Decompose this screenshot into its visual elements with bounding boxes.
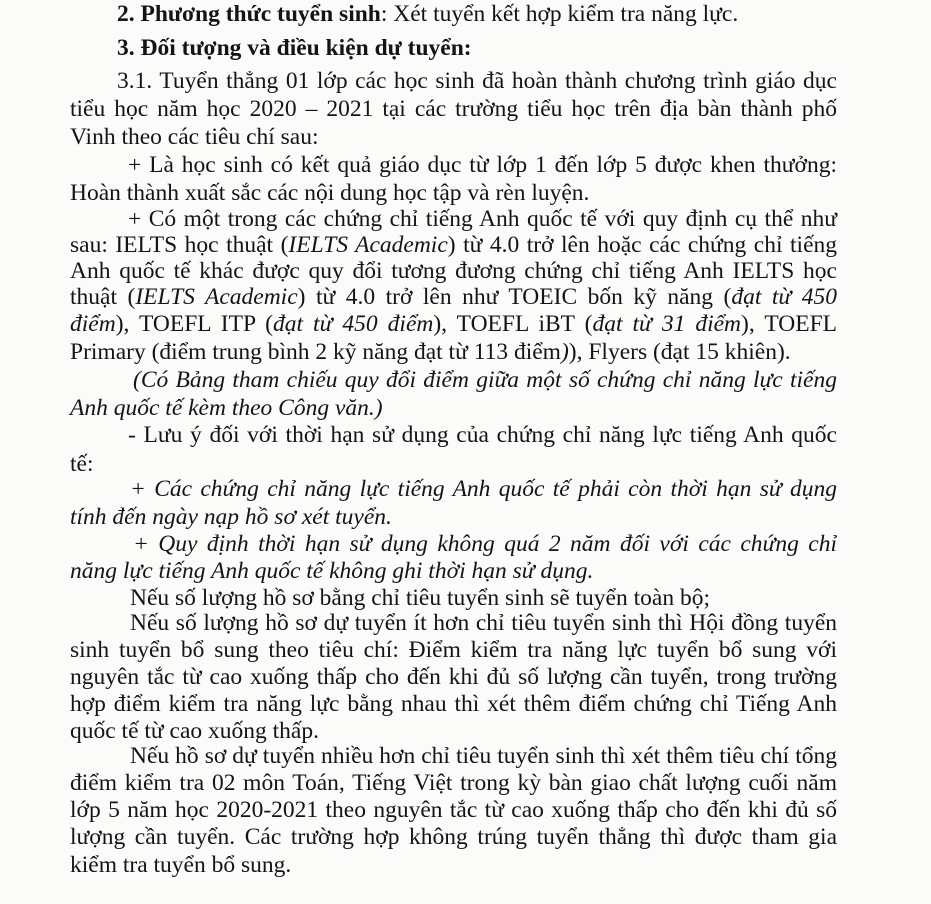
fewer-quota-line-1: Nếu số lượng hồ sơ dự tuyển ít hơn chỉ tiêu tuyển sinh thì Hội đồng tuyển — [130, 610, 837, 636]
section-2-label: 2. Phương thức tuyển sinh — [117, 1, 381, 27]
validity-note-line-1: - Lưu ý đối với thời hạn sử dụng của chứng chỉ năng lực tiếng Anh quốc — [128, 422, 837, 448]
para-3-1-line-1: 3.1. Tuyển thẳng 01 lớp các học sinh đã hoàn thành chương trình giáo dục — [117, 68, 837, 94]
fewer-quota-line-2: sinh tuyển bổ sung theo tiêu chí: Điểm kiểm tra năng lực tuyển bổ sung với — [70, 637, 837, 663]
criterion-2-line-2: sau: IELTS học thuật (IELTS Academic) từ 4.0 trở lên hoặc các chứng chỉ tiếng — [70, 232, 837, 258]
validity-rule-2-line-1: + Quy định thời hạn sử dụng không quá 2 năm đối với các chứng chỉ — [133, 531, 837, 557]
criterion-2-line-5: điểm), TOEFL ITP (đạt từ 450 điểm), TOEFL iBT (đạt từ 31 điểm), TOEFL — [70, 311, 837, 337]
validity-rule-2-line-2: năng lực tiếng Anh quốc tế không ghi thời hạn sử dụng. — [70, 558, 594, 584]
more-quota-line-2: điểm kiểm tra 02 môn Toán, Tiếng Việt trong kỳ bàn giao chất lượng cuối năm — [70, 770, 837, 796]
more-quota-line-4: lượng cần tuyển. Các trường hợp không trúng tuyển thẳng thì được tham gia — [70, 824, 837, 850]
criterion-1-line-2: Hoàn thành xuất sắc các nội dung học tập và rèn luyện. — [70, 180, 590, 206]
more-quota-line-5: kiểm tra tuyển bổ sung. — [70, 852, 292, 878]
para-3-1-line-3: Vinh theo các tiêu chí sau: — [70, 124, 319, 150]
more-quota-line-3: lớp 5 năm học 2020-2021 theo nguyên tắc từ cao xuống thấp cho đến khi đủ số — [70, 797, 837, 823]
validity-note-line-2: tế: — [70, 451, 94, 477]
fewer-quota-line-4: hợp điểm kiểm tra năng lực bằng nhau thì xét thêm điểm chứng chỉ Tiếng Anh — [70, 691, 837, 717]
section-2-heading — [117, 0, 738, 28]
reference-note-line-2: Anh quốc tế kèm theo Công văn.) — [70, 395, 383, 421]
more-quota-line-1: Nếu hồ sơ dự tuyển nhiều hơn chỉ tiêu tuyển sinh thì xét thêm tiêu chí tổng — [130, 743, 837, 769]
para-3-1-line-2: tiểu học năm học 2020 – 2021 tại các trường tiểu học trên địa bàn thành phố — [70, 96, 837, 122]
criterion-2-line-3: Anh quốc tế khác được quy đổi tương đương chứng chỉ tiếng Anh IELTS học — [70, 258, 837, 284]
reference-note-line-1: (Có Bảng tham chiếu quy đổi điểm giữa một số chứng chỉ năng lực tiếng — [133, 367, 837, 393]
criterion-1-line-1: + Là học sinh có kết quả giáo dục từ lớp 1 đến lớp 5 được khen thưởng: — [128, 152, 837, 178]
criterion-2-line-6: Primary (điểm trung bình 2 kỹ năng đạt từ 113 điểm)), Flyers (đạt 15 khiên). — [70, 339, 791, 365]
criterion-2-line-4: thuật (IELTS Academic) từ 4.0 trở lên như TOEIC bốn kỹ năng (đạt từ 450 — [70, 284, 837, 310]
fewer-quota-line-3: nguyên tắc từ cao xuống thấp cho đến khi đủ số lượng cần tuyển, trong trường — [70, 664, 837, 690]
validity-rule-1-line-1: + Các chứng chỉ năng lực tiếng Anh quốc tế phải còn thời hạn sử dụng — [130, 476, 837, 502]
equal-quota-rule: Nếu số lượng hồ sơ bằng chỉ tiêu tuyển sinh sẽ tuyển toàn bộ; — [130, 585, 710, 611]
section-2-text: : Xét tuyển kết hợp kiểm tra năng lực. — [380, 1, 739, 27]
fewer-quota-line-5: quốc tế từ cao xuống thấp. — [70, 718, 319, 744]
validity-rule-1-line-2: tính đến ngày nạp hồ sơ xét tuyển. — [70, 504, 392, 530]
section-3-label: 3. Đối tượng và điều kiện dự tuyển: — [117, 35, 472, 61]
section-3-heading — [117, 34, 472, 62]
criterion-2-line-1: + Có một trong các chứng chỉ tiếng Anh quốc tế với quy định cụ thể như — [128, 206, 837, 232]
